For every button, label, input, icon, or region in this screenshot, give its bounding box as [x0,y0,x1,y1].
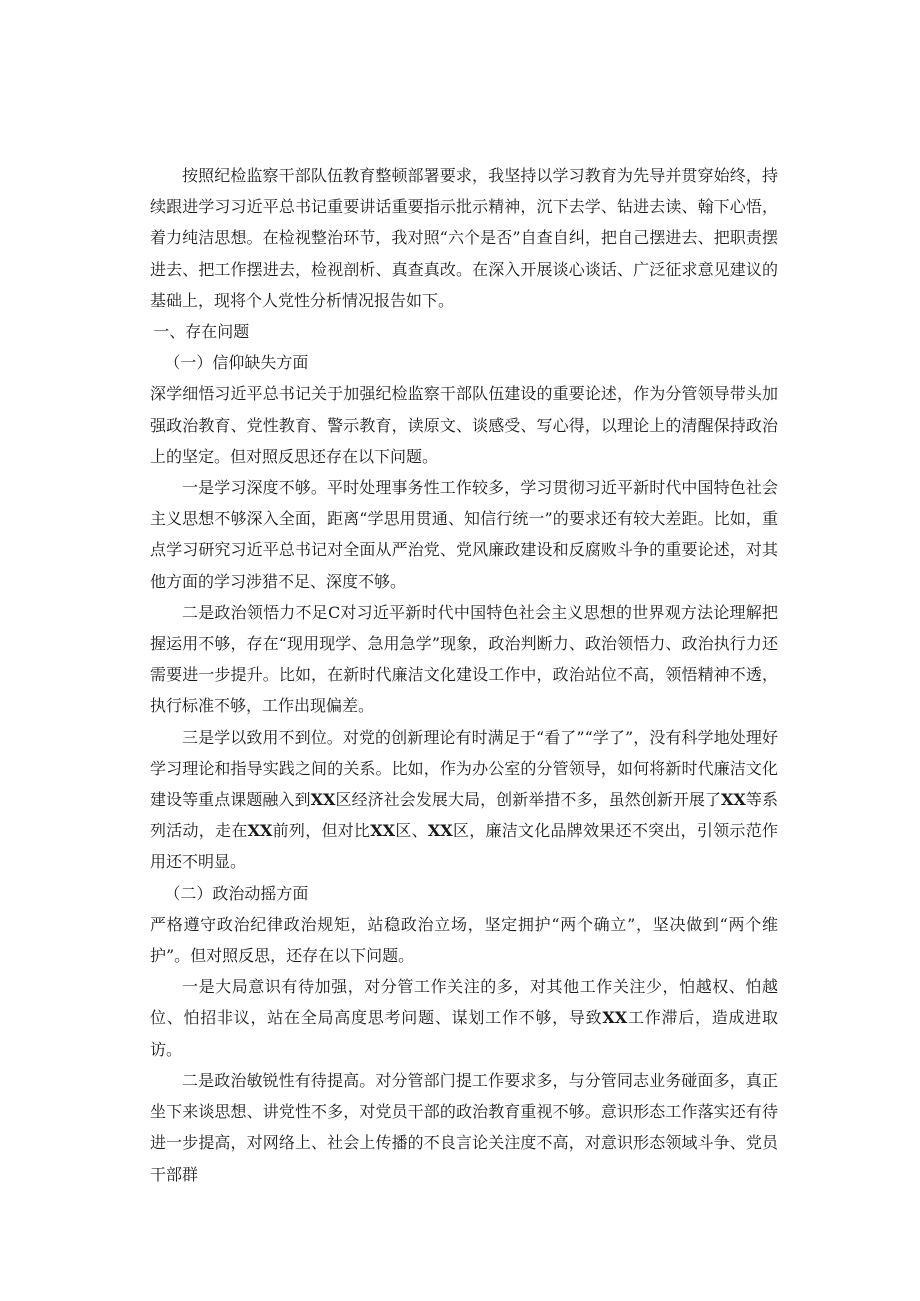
placeholder-xx-2: XX [721,790,746,810]
overall-awareness-text-1: 一是大局意识有待加强，对分管工作关注的多，对其他工作关注少，怕越权、怕越位、怕招非议，站在全局高度思考问题、谋划工作不够，导致 [150,977,778,1028]
apply-learning-text-3: 等系列活动，走在 [150,790,778,841]
placeholder-xx-4: XX [370,821,396,841]
intro-paragraph: 按照纪检监察干部队伍教育整顿部署要求，我坚持以学习教育为先导并贯穿始终，持续跟进学习习近平总书记重要讲话重要指示批示精神，沉下去学、钻进去读、翰下心悟，着力纯洁思想。在检视整治环节，我对照“六个是否”自查自纠，把自己摆进去、把职责摆进去、把工作摆进去，检视剖析、真查真改。在深入开展谈心谈话、广泛征求意见建议的基础上，现将个人党性分析情况报告如下。 [150,166,778,310]
apply-learning-text-2: 区经济社会发展大局，创新举措不多，虽然创新开展了 [335,790,722,810]
placeholder-xx-5: XX [427,821,453,841]
issue-overall-awareness-paragraph [150,971,778,1065]
subsection-heading-political: （二）政治动摇方面 [164,883,309,903]
placeholder-xx-1: XX [310,790,336,810]
political-intro-paragraph: 严格遵守政治纪律政治规矩，站稳政治立场，坚定拥护“两个确立”，坚决做到“两个维护”。但对照反思，还存在以下问题。 [150,914,778,966]
apply-learning-text-6: 区，廉洁文化品牌效果还不突出，引领示范作用还不明显。 [150,821,778,872]
apply-learning-text-4: 前列，但对比 [272,821,371,841]
issue-study-depth-paragraph: 一是学习深度不够。平时处理事务性工作较多，学习贯彻习近平新时代中国特色社会主义思想不够深入全面，距离“学思用贯通、知信行统一”的要求还有较大差距。比如，重点学习研究习近平总书记对全面从严治党、党风廉政建设和反腐败斗争的重要论述，对其他方面的学习涉猎不足、深度不够。 [150,478,778,591]
faith-intro-paragraph: 深学细悟习近平总书记关于加强纪检监察干部队伍建设的重要论述，作为分管领导带头加强政治教育、党性教育、警示教育，读原文、谈感受、写心得，以理论上的清醒保持政治上的坚定。但对照反思还存在以下问题。 [150,384,778,466]
placeholder-xx-6: XX [602,1008,628,1028]
apply-learning-text-5: 区、 [395,821,428,841]
issue-political-sensitivity-paragraph: 二是政治敏锐性有待提高。对分管部门提工作要求多，与分管同志业务碰面多，真正坐下来谈思想、讲党性不多，对党员干部的政治教育重视不够。意识形态工作落实还有待进一步提高，对网络上、社会上传播的不良言论关注度不高，对意识形态领域斗争、党员干部群 [150,1070,778,1184]
section-heading-problems: 一、存在问题 [153,322,250,342]
placeholder-xx-3: XX [247,821,273,841]
document-body [150,160,778,1190]
issue-apply-learning-paragraph [150,722,778,878]
apply-learning-text-1: 三是学以致用不到位。对党的创新理论有时满足于“看了”“学了”，没有科学地处理好学习理论和指导实践之间的关系。比如，作为办公室的分管领导，如何将新时代廉洁文化建设等重点课题融入到 [150,727,778,810]
overall-awareness-text-2: 工作滞后，造成进取访。 [150,1008,778,1059]
subsection-heading-faith: （一）信仰缺失方面 [164,353,309,373]
issue-political-comprehension-paragraph: 二是政治领悟力不足C对习近平新时代中国特色社会主义思想的世界观方法论理解把握运用不够，存在“现用现学、急用急学”现象，政治判断力、政治领悟力、政治执行力还需要进一步提升。比如，在新时代廉洁文化建设工作中，政治站位不高，领悟精神不透，执行标准不够，工作出现偏差。 [150,602,778,716]
